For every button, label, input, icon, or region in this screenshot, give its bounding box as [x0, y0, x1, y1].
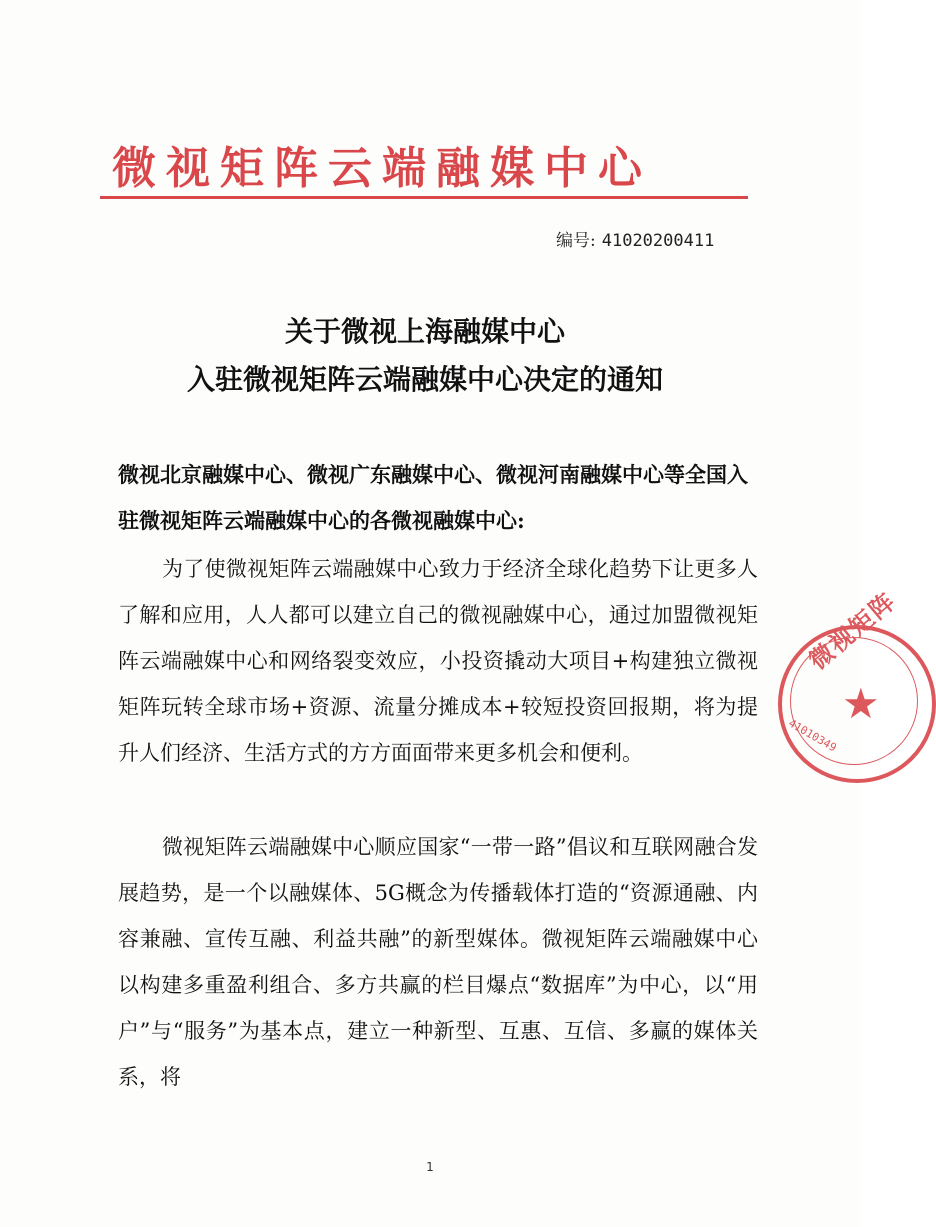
seal-text: 微视矩阵	[803, 585, 902, 676]
document-number-label: 编号:	[556, 231, 596, 251]
body-paragraph-2: 微视矩阵云端融媒中心顺应国家“一带一路”倡议和互联网融合发展趋势，是一个以融媒体、5G概念为传播载体打造的“资源通融、内容兼融、宣传互融、利益共融”的新型媒体。微视矩阵云端融媒中心以构建多重盈利组合、多方共赢的栏目爆点“数据库”为中心，以“用户”与“服务”为基本点，建立一种新型、互惠、互信、多赢的媒体关系，将	[118, 835, 758, 1089]
document-number-value: 41020200411	[601, 231, 715, 251]
letterhead-rule	[100, 196, 748, 199]
seal-star-icon: ★	[842, 679, 880, 728]
notice-title-line-2: 入驻微视矩阵云端融媒中心决定的通知	[186, 363, 663, 396]
seal-number: 41010349	[786, 716, 839, 755]
page-number: 1	[426, 1160, 434, 1174]
letterhead-title: 微视矩阵云端融媒中心	[112, 143, 652, 194]
body-paragraph-1: 为了使微视矩阵云端融媒中心致力于经济全球化趋势下让更多人了解和应用，人人都可以建立自己的微视融媒中心，通过加盟微视矩阵云端融媒中心和网络裂变效应，小投资撬动大项目+构建独立微视矩阵玩转全球市场+资源、流量分摊成本+较短投资回报期，将为提升人们经济、生活方式的方方面面带来更多机会和便利。	[118, 557, 758, 765]
document-number	[556, 226, 714, 251]
addressee: 微视北京融媒中心、微视广东融媒中心、微视河南融媒中心等全国入驻微视矩阵云端融媒中心的各微视融媒中心:	[118, 462, 748, 533]
official-seal-stamp	[778, 585, 936, 783]
notice-title-line-1: 关于微视上海融媒中心	[284, 315, 565, 348]
